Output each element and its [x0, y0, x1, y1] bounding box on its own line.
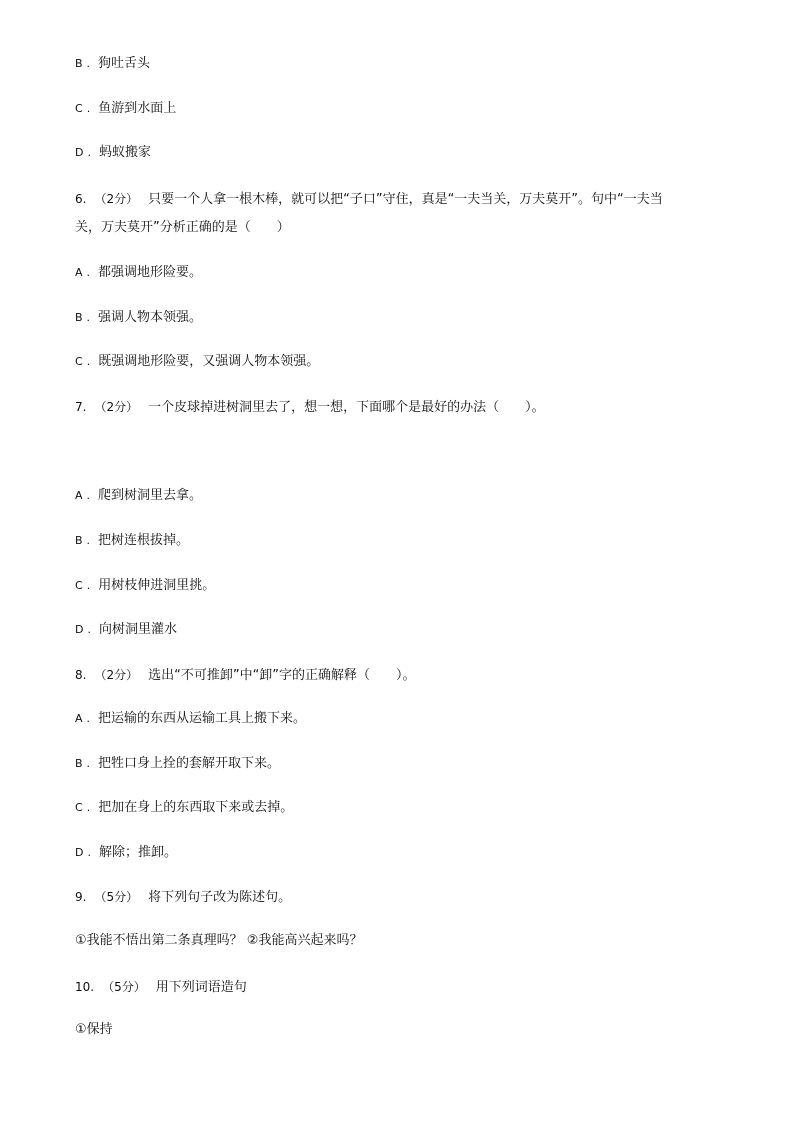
option-key: B	[75, 534, 83, 547]
question-number: 9.	[75, 890, 87, 904]
option-q7-b	[75, 531, 189, 551]
option-key: C	[75, 355, 83, 368]
option-sep: .	[86, 757, 91, 770]
question-10-word: ①保持	[75, 1022, 113, 1037]
question-text: 用下列词语造句	[155, 980, 247, 995]
option-sep: .	[87, 623, 91, 636]
option-sep: .	[86, 311, 91, 324]
option-q8-d	[75, 843, 177, 863]
question-9-sentences: ①我能不悟出第二条真理吗？ ②我能高兴起来吗？	[75, 933, 363, 948]
option-q7-c	[75, 576, 215, 596]
option-sep: .	[87, 846, 91, 859]
option-text: 狗吐舌头	[98, 56, 151, 71]
question-text: 一个皮球掉进树洞里去了，想一想，下面哪个是最好的办法（ ）。	[148, 400, 545, 415]
question-score: （2分）	[94, 400, 139, 414]
option-text: 都强调地形险要。	[98, 265, 203, 280]
option-sep: .	[87, 146, 91, 159]
option-key: C	[75, 579, 83, 592]
option-text: 把加在身上的东西取下来或去掉。	[98, 800, 294, 815]
option-text: 既强调地形险要，又强调人物本领强。	[98, 354, 320, 369]
option-q7-d	[75, 620, 177, 640]
question-10	[75, 977, 247, 998]
question-number: 8.	[75, 668, 87, 682]
option-text: 解除；推卸。	[98, 845, 177, 860]
question-text: 只要一个人拿一根木棒，就可以把“子口”守住，真是“一夫当关，万夫莫开”。句中“一夫当	[148, 192, 663, 207]
option-sep: .	[86, 57, 91, 70]
option-key: A	[75, 266, 83, 279]
option-text: 强调人物本领强。	[98, 310, 203, 325]
question-score: （5分）	[94, 890, 139, 904]
option-key: D	[75, 146, 84, 159]
option-q7-a	[75, 486, 202, 506]
option-key: B	[75, 311, 83, 324]
question-text: 选出“不可推卸”中“卸”字的正确解释（ ）。	[148, 668, 416, 683]
option-q6-a	[75, 263, 202, 283]
option-sep: .	[86, 102, 91, 115]
option-sep: .	[86, 355, 91, 368]
option-text: 把运输的东西从运输工具上搬下来。	[98, 711, 307, 726]
option-q5-b	[75, 54, 150, 74]
question-9	[75, 887, 291, 908]
question-score: （2分）	[94, 668, 139, 682]
question-8	[75, 665, 416, 686]
option-sep: .	[86, 801, 91, 814]
option-key: B	[75, 757, 83, 770]
option-text: 向树洞里灌水	[98, 622, 177, 637]
option-key: A	[75, 712, 83, 725]
option-text: 爬到树洞里去拿。	[98, 488, 203, 503]
question-score: （5分）	[102, 980, 146, 994]
question-text: 将下列句子改为陈述句。	[148, 890, 292, 905]
option-text: 蚂蚁搬家	[98, 145, 151, 160]
question-number: 6.	[75, 192, 87, 206]
option-q8-b	[75, 754, 280, 774]
option-q8-a	[75, 709, 306, 729]
question-score: （2分）	[94, 192, 139, 206]
option-q6-b	[75, 308, 202, 328]
option-sep: .	[86, 534, 91, 547]
question-6	[75, 189, 663, 210]
option-key: D	[75, 846, 84, 859]
option-q5-c	[75, 99, 176, 119]
option-key: C	[75, 801, 83, 814]
option-q8-c	[75, 798, 293, 818]
question-number: 7.	[75, 400, 87, 414]
option-sep: .	[86, 266, 91, 279]
option-key: C	[75, 102, 83, 115]
option-sep: .	[86, 712, 91, 725]
option-text: 把树连根拔掉。	[98, 533, 190, 548]
option-sep: .	[86, 489, 91, 502]
option-key: B	[75, 57, 83, 70]
option-q5-d	[75, 143, 151, 163]
question-6-continued: 关，万夫莫开”分析正确的是（ ）	[75, 220, 290, 235]
option-key: A	[75, 489, 83, 502]
question-number: 10.	[75, 980, 95, 994]
option-text: 把牲口身上拴的套解开取下来。	[98, 756, 281, 771]
option-key: D	[75, 623, 84, 636]
question-7	[75, 397, 545, 418]
option-sep: .	[86, 579, 91, 592]
option-text: 用树枝伸进洞里挑。	[98, 578, 216, 593]
option-q6-c	[75, 352, 319, 372]
option-text: 鱼游到水面上	[98, 101, 177, 116]
